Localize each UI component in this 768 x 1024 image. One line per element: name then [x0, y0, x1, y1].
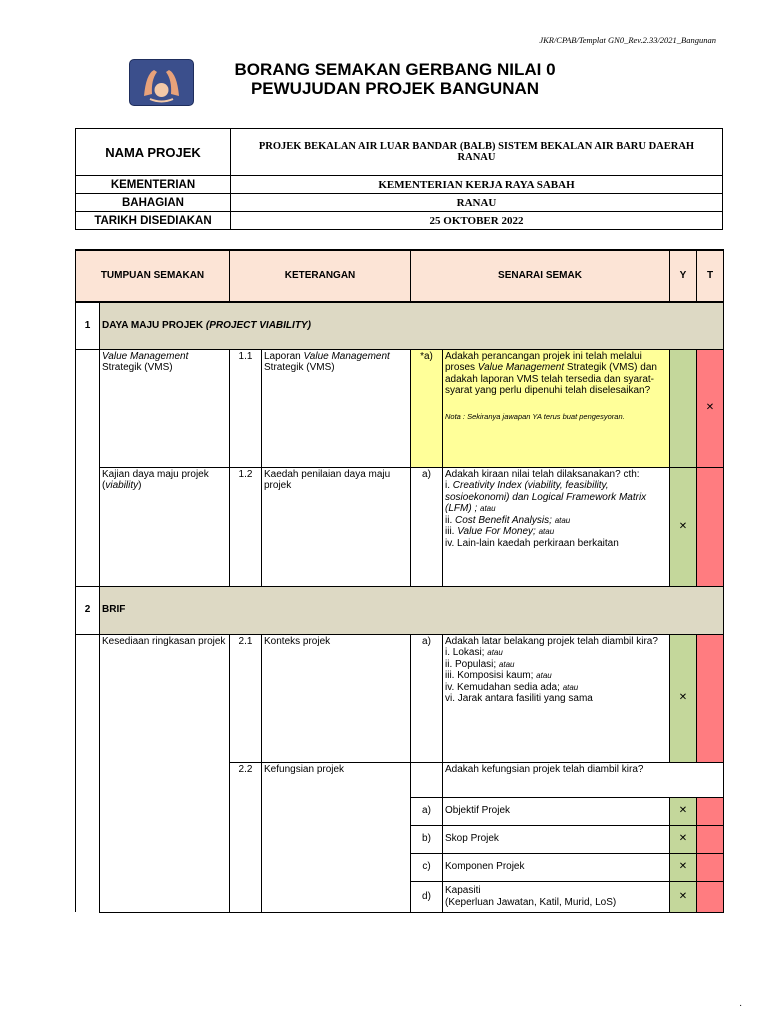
nama-projek-label: NAMA PROJEK [76, 129, 231, 176]
x-mark-icon: ✕ [678, 805, 688, 817]
t-checkbox[interactable] [697, 634, 724, 762]
checklist-item: Kapasiti (Keperluan Jawatan, Katil, Murid, LoS) [443, 881, 670, 912]
item-number: 2.2 [230, 762, 262, 912]
section-title: DAYA MAJU PROJEK (PROJECT VIABILITY) [100, 302, 724, 349]
y-checkbox[interactable] [670, 825, 697, 853]
kementerian-value: KEMENTERIAN KERJA RAYA SABAH [231, 176, 723, 194]
checklist-question: Adakah kiraan nilai telah dilaksanakan? cth: i. Creativity Index (viability, feasibility, sosioekonomi) dan Logical Framework Matrix (LFM) ; atau ii. Cost Benefit Analysis; atau iii. Value For Money; atau iv. Lain-lain kaedah perkiraan berkaitan [443, 467, 670, 586]
section-number: 1 [76, 302, 100, 349]
y-checkbox[interactable] [670, 349, 697, 467]
tarikh-value: 25 OKTOBER 2022 [231, 212, 723, 230]
x-mark-icon: ✕ [678, 890, 688, 902]
t-checkbox[interactable] [697, 349, 724, 467]
checklist-question: Adakah latar belakang projek telah diambil kira? i. Lokasi; atau ii. Populasi; atau iii. Komposisi kaum; atau iv. Kemudahan sedia ada; atau vi. Jarak antara fasiliti yang sama [443, 634, 670, 762]
sub-item-label: c) [411, 853, 443, 881]
nama-projek-value: PROJEK BEKALAN AIR LUAR BANDAR (BALB) SISTEM BEKALAN AIR BARU DAERAH RANAU [231, 129, 723, 176]
t-checkbox[interactable] [697, 853, 724, 881]
x-mark-icon: ✕ [678, 833, 688, 845]
tumpuan-cell: Value Management Strategik (VMS) [100, 349, 230, 467]
x-mark-icon: ✕ [678, 520, 688, 532]
x-mark-icon: ✕ [678, 861, 688, 873]
item-number: 1.2 [230, 467, 262, 586]
bahagian-value: RANAU [231, 194, 723, 212]
template-reference: JKR/CPAB/Templat GN0_Rev.2.33/2021_Bangunan [539, 35, 716, 45]
t-checkbox[interactable] [697, 881, 724, 912]
checklist-table [75, 249, 724, 913]
page-dot: . [739, 998, 742, 1009]
sub-item-label: *a) [411, 349, 443, 467]
item-number: 2.1 [230, 634, 262, 762]
checklist-item: Komponen Projek [443, 853, 670, 881]
t-checkbox[interactable] [697, 797, 724, 825]
col-t: T [697, 250, 724, 302]
sub-item-label: a) [411, 797, 443, 825]
note: Nota : Sekiranya jawapan YA terus buat pengesyoran. [445, 411, 625, 421]
checklist-question: Adakah kefungsian projek telah diambil kira? [443, 762, 724, 797]
col-tumpuan: TUMPUAN SEMAKAN [76, 250, 230, 302]
checklist-item: Objektif Projek [443, 797, 670, 825]
y-checkbox[interactable] [670, 853, 697, 881]
keterangan-cell: Konteks projek [262, 634, 411, 762]
sub-item-label: d) [411, 881, 443, 912]
project-info-table [75, 128, 723, 230]
section-title: BRIF [100, 586, 724, 634]
t-checkbox[interactable] [697, 467, 724, 586]
y-checkbox[interactable] [670, 467, 697, 586]
y-checkbox[interactable] [670, 797, 697, 825]
sub-item-label: b) [411, 825, 443, 853]
tumpuan-cell: Kesediaan ringkasan projek [100, 634, 230, 912]
form-title-line2: PEWUJUDAN PROJEK BANGUNAN [250, 79, 540, 98]
checklist-question: Adakah perancangan projek ini telah melalui proses Value Management Strategik (VMS) dan adakah laporan VMS telah tersedia dan syarat-syarat yang perlu dipenuhi telah diselesaikan? Nota : Sekiranya jawapan YA terus buat pengesyoran. [443, 349, 670, 467]
col-senarai: SENARAI SEMAK [411, 250, 670, 302]
y-checkbox[interactable] [670, 634, 697, 762]
tarikh-label: TARIKH DISEDIAKAN [76, 212, 231, 230]
bahagian-label: BAHAGIAN [76, 194, 231, 212]
tumpuan-cell: Kajian daya maju projek (viability) [100, 467, 230, 586]
kementerian-label: KEMENTERIAN [76, 176, 231, 194]
y-checkbox[interactable] [670, 881, 697, 912]
keterangan-cell: Kaedah penilaian daya maju projek [262, 467, 411, 586]
col-keterangan: KETERANGAN [230, 250, 411, 302]
keterangan-cell: Kefungsian projek [262, 762, 411, 912]
x-mark-icon: ✕ [678, 692, 688, 704]
sub-item-label: a) [411, 634, 443, 762]
keterangan-cell: Laporan Value Management Strategik (VMS) [262, 349, 411, 467]
form-title-line1: BORANG SEMAKAN GERBANG NILAI 0 [234, 60, 556, 79]
t-checkbox[interactable] [697, 825, 724, 853]
section-number: 2 [76, 586, 100, 634]
x-mark-icon: ✕ [705, 402, 715, 414]
item-number: 1.1 [230, 349, 262, 467]
checklist-item: Skop Projek [443, 825, 670, 853]
sub-item-label: a) [411, 467, 443, 586]
jkr-logo [129, 59, 194, 106]
col-y: Y [670, 250, 697, 302]
